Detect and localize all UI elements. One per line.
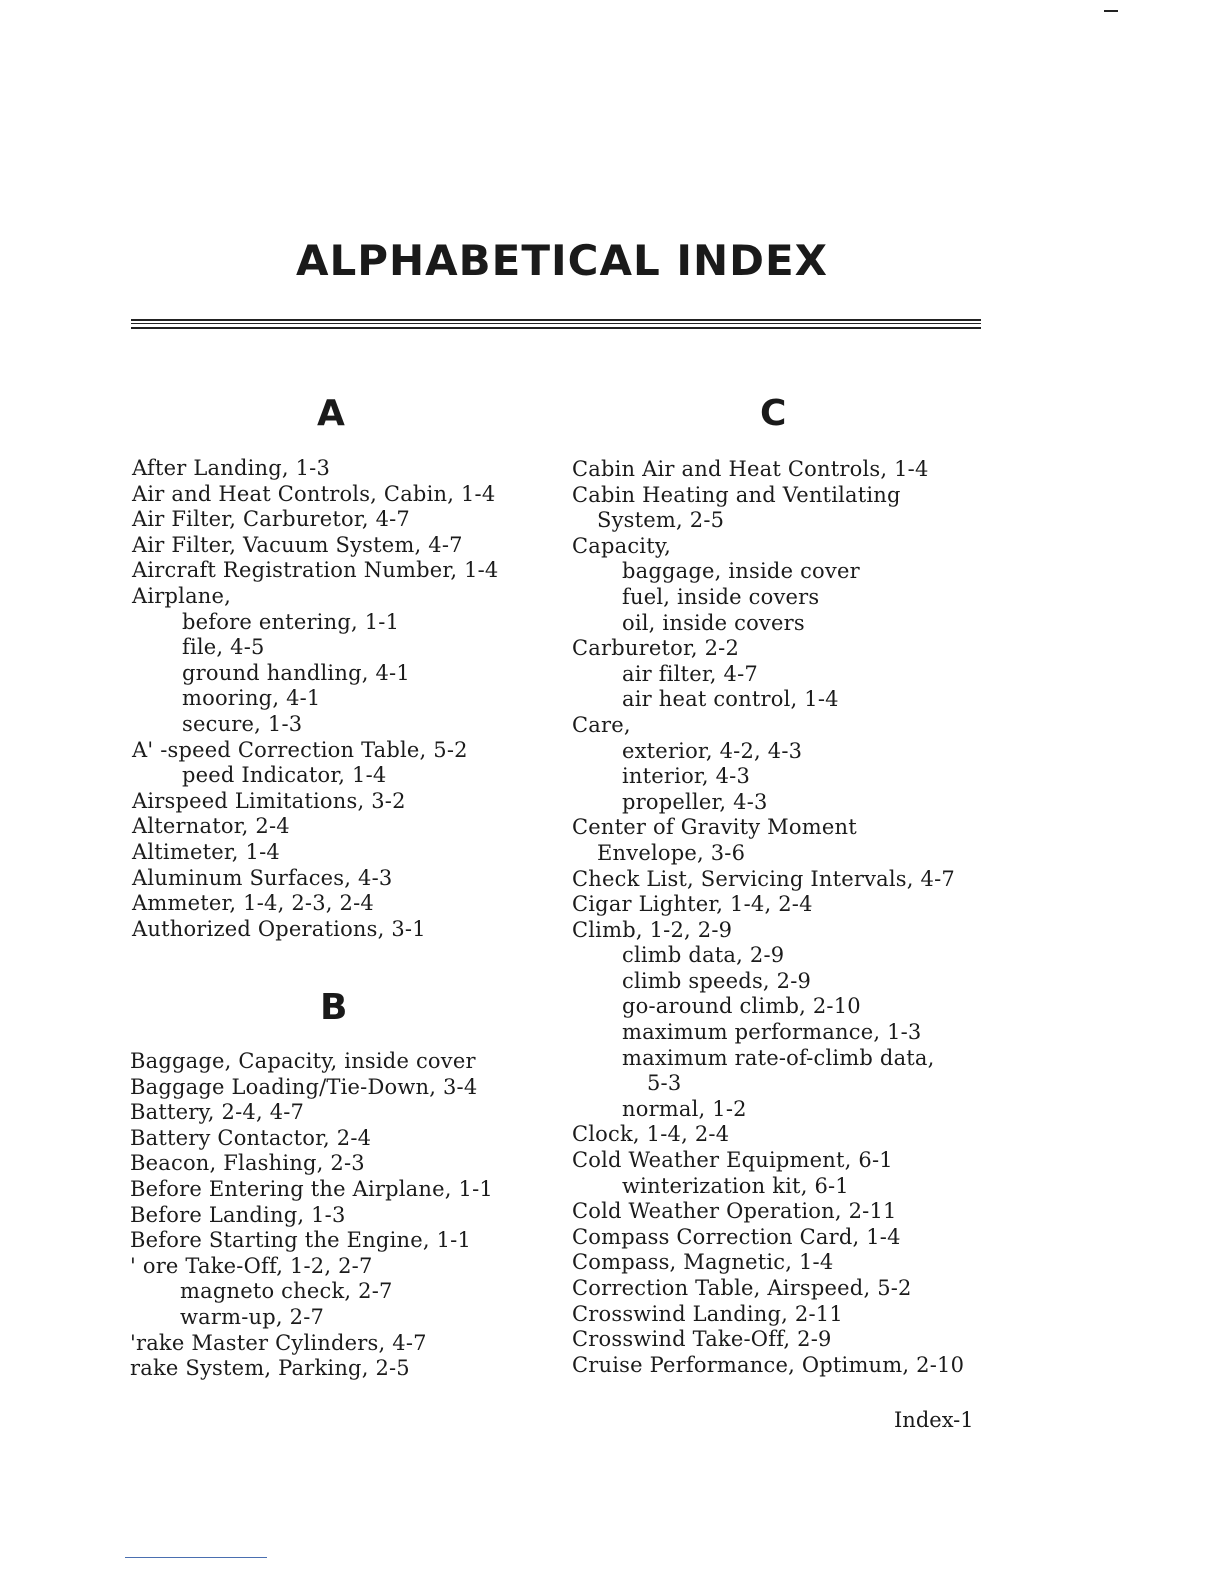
index-list-b [130,1049,493,1382]
index-subentry: fuel, inside covers [622,584,820,609]
index-entry: Air Filter, Vacuum System, 4-7 [132,532,463,557]
index-subentry: air heat control, 1-4 [622,687,839,712]
index-subentry: mooring, 4-1 [182,686,321,711]
index-entry: Clock, 1-4, 2-4 [572,1122,730,1147]
index-subentry: 5-3 [647,1071,682,1096]
index-list-c [572,457,964,1378]
index-subentry: file, 4-5 [182,635,265,660]
index-entry: 'rake Master Cylinders, 4-7 [130,1330,427,1355]
index-entry: Cabin Air and Heat Controls, 1-4 [572,457,929,481]
index-entry: Altimeter, 1-4 [132,839,280,864]
index-subentry: interior, 4-3 [622,764,751,789]
index-subentry: air filter, 4-7 [622,661,758,686]
index-entry: Before Starting the Engine, 1-1 [130,1228,472,1253]
index-subentry: maximum performance, 1-3 [622,1020,922,1045]
margin-mark [1104,10,1118,12]
section-letter-c: C [760,393,787,434]
index-entry: Compass, Magnetic, 1-4 [572,1250,834,1275]
index-subentry: baggage, inside cover [622,559,860,584]
index-entry: Airplane, [132,583,232,608]
index-entry: Aircraft Registration Number, 1-4 [132,558,499,583]
page-number: Index-1 [894,1408,974,1432]
index-list-a [132,456,498,942]
bottom-rule [125,1557,267,1558]
index-entry: rake System, Parking, 2-5 [130,1356,410,1381]
title-rule-top [131,319,981,321]
index-entry: Care, [572,712,631,737]
index-entry: Check List, Servicing Intervals, 4-7 [572,866,955,891]
index-entry: Cigar Lighter, 1-4, 2-4 [572,892,813,917]
index-subentry: before entering, 1-1 [182,609,400,634]
index-entry: Baggage, Capacity, inside cover [130,1049,476,1073]
index-entry: A' -speed Correction Table, 5-2 [132,737,468,762]
index-entry: Center of Gravity Moment [572,815,857,840]
index-entry: Crosswind Take-Off, 2-9 [572,1327,832,1352]
section-letter-b: B [320,987,348,1028]
title-rule-bottom [131,327,981,329]
index-entry: Battery, 2-4, 4-7 [130,1100,305,1125]
index-entry: Ammeter, 1-4, 2-3, 2-4 [132,891,374,916]
index-subentry: exterior, 4-2, 4-3 [622,738,803,763]
index-entry: Capacity, [572,533,672,558]
index-subentry: secure, 1-3 [182,711,303,736]
index-subentry: climb data, 2-9 [622,943,785,968]
index-subentry: warm-up, 2-7 [180,1304,325,1329]
index-entry: Compass Correction Card, 1-4 [572,1224,901,1249]
index-entry: Before Entering the Airplane, 1-1 [130,1176,493,1201]
index-entry: Crosswind Landing, 2-11 [572,1301,843,1326]
index-entry: Airspeed Limitations, 3-2 [132,788,406,813]
index-entry: Baggage Loading/Tie-Down, 3-4 [130,1074,478,1099]
index-entry: Carburetor, 2-2 [572,636,740,661]
index-subentry: ground handling, 4-1 [182,660,410,685]
index-subentry: oil, inside covers [622,610,805,635]
index-subentry: normal, 1-2 [622,1096,747,1121]
index-subentry: climb speeds, 2-9 [622,968,812,993]
index-entry: Air and Heat Controls, Cabin, 1-4 [132,481,496,506]
index-subentry: winterization kit, 6-1 [622,1173,849,1198]
index-entry: Air Filter, Carburetor, 4-7 [132,507,410,532]
index-subentry: peed Indicator, 1-4 [182,763,387,788]
index-entry: Cabin Heating and Ventilating [572,482,901,507]
index-entry: Beacon, Flashing, 2-3 [130,1151,365,1176]
index-subentry: maximum rate-of-climb data, [622,1045,935,1070]
title-rule-middle [131,323,981,324]
index-entry: Before Landing, 1-3 [130,1202,346,1227]
index-entry: Authorized Operations, 3-1 [132,916,426,941]
index-entry: Alternator, 2-4 [132,814,290,839]
index-entry: Aluminum Surfaces, 4-3 [132,865,393,890]
index-entry: Battery Contactor, 2-4 [130,1125,372,1150]
index-entry: Cold Weather Equipment, 6-1 [572,1148,893,1173]
index-subentry: go-around climb, 2-10 [622,994,861,1019]
index-subentry: System, 2-5 [597,508,725,533]
section-letter-a: A [317,393,345,434]
page-title: ALPHABETICAL INDEX [295,236,829,285]
index-entry: Correction Table, Airspeed, 5-2 [572,1276,912,1300]
index-entry: Cold Weather Operation, 2-11 [572,1199,897,1224]
index-entry: ' ore Take-Off, 1-2, 2-7 [130,1253,373,1278]
index-subentry: Envelope, 3-6 [597,840,746,865]
index-entry: Climb, 1-2, 2-9 [572,917,733,942]
index-subentry: magneto check, 2-7 [180,1279,393,1304]
index-entry: After Landing, 1-3 [132,456,331,480]
index-entry: Cruise Performance, Optimum, 2-10 [572,1352,965,1377]
index-subentry: propeller, 4-3 [622,789,768,814]
